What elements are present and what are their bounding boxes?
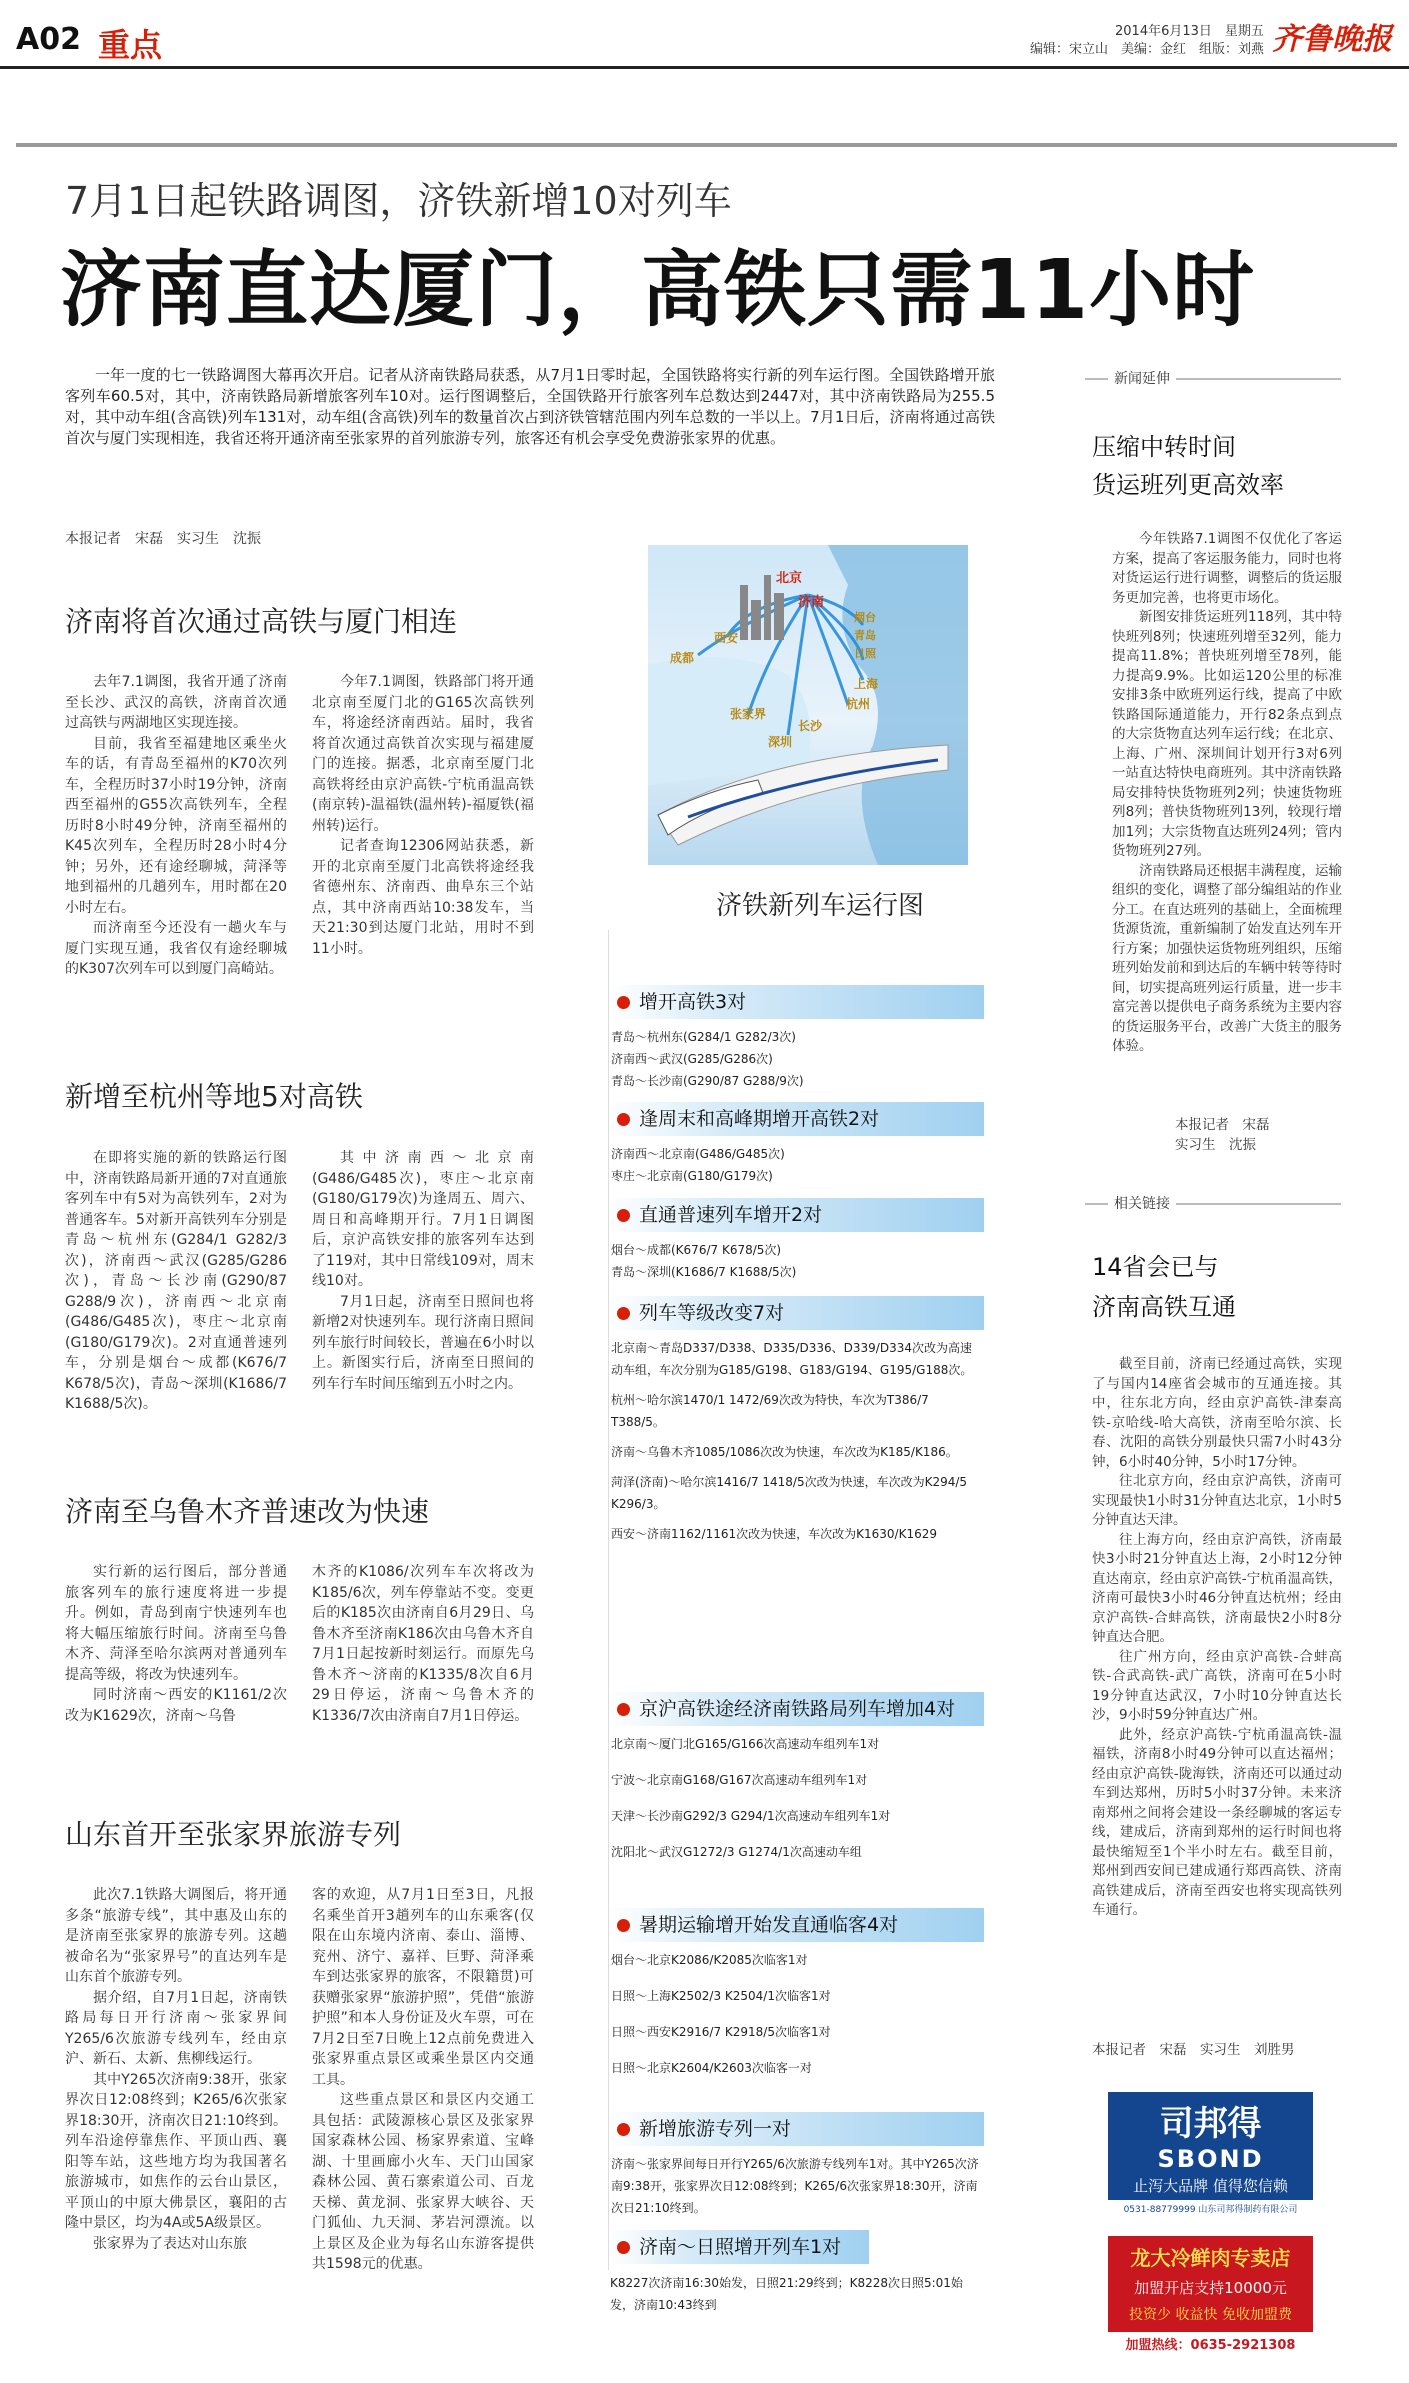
sidebar2-title-line1: 14省会已与	[1092, 1253, 1219, 1281]
ad2-line2: 投资少 收益快 免收加盟费	[1129, 2307, 1292, 2323]
block-heading-7: 新增旅游专列一对	[609, 2112, 984, 2146]
city-label-qingdao: 青岛	[854, 629, 876, 642]
city-label-beijing: 北京	[776, 571, 803, 586]
block-lines-3: 烟台～成都(K676/7 K678/5次) 青岛～深圳(K1686/7 K1688/5次)	[611, 1243, 797, 1279]
rail-map-illustration	[648, 545, 968, 865]
city-label-chengdu: 成都	[670, 651, 695, 665]
section1-col1: 去年7.1调图，我省开通了济南至长沙、武汉的高铁，济南首次通过高铁与两湖地区实现连接。 目前，我省至福建地区乘坐火车的话，有青岛至福州的K70次列车，全程历时37小时19分钟，济南西至福州的G55次高铁列车，全程历时8小时49分钟，济南至福州的K45次列车，全程历时28小时4分钟；另外，还有途经聊城，菏泽等地到福州的几趟列车，用时都在20小时左右。 而济南至今还没有一趟火车与厦门实现互通，我省仅有途经聊城的K307次列车可以到厦门高崎站。	[65, 674, 287, 977]
section2-col2: 其中济南西～北京南(G486/G485次)，枣庄～北京南(G180/G179次)为逢周五、周六、周日和高峰期开行。7月1日调图后，京沪高铁安排的旅客列车达到了119对，其中日常线109对，周末线10对。 7月1日起，济南至日照间也将新增2对快速列车。现行济南日照间列车旅行时间较长，普遍在6小时以上。新图实行后，济南至日照间的列车行车时间压缩到五小时之内。	[312, 1150, 534, 1392]
city-label-yantai: 烟台	[854, 611, 876, 624]
ad-sbond[interactable]	[1108, 2092, 1313, 2215]
top-gray-bar	[16, 143, 1397, 147]
block-heading-4: 列车等级改变7对	[609, 1296, 984, 1330]
intro-paragraph: 一年一度的七一铁路调图大幕再次开启。记者从济南铁路局获悉，从7月1日零时起，全国铁路将实行新的列车运行图。全国铁路增开旅客列车60.5对，其中，济南铁路局新增旅客列车10对。运行图调整后，全国铁路开行旅客列车总数达到2447对，其中济南铁路局为255.5对，其中动车组(含高铁)列车131对，动车组(含高铁)列车的数量首次占到济铁管辖范围内列车总数的一半以上。7月1日后，济南将通过高铁首次与厦门实现相连，我省还将开通济南至张家界的首列旅游专列，旅客还有机会享受免费游张家界的优惠。	[65, 366, 995, 447]
section1-col2: 今年7.1调图，铁路部门将开通北京南至厦门北的G165次高铁列车，将途经济南西站。届时，我省将首次通过高铁首次实现与福建厦门的连接。据悉，北京南至厦门北高铁将经由京沪高铁-宁杭甬温高铁(南京转)-温福铁(温州转)-福厦铁(福州转)运行。 记者查询12306网站获悉，新开的北京南至厦门北高铁将途经我省德州东、济南西、曲阜东三个站点，其中济南西站10:38发车，当天21:30到达厦门北站，用时不到11小时。	[312, 674, 534, 957]
section4-col2: 客的欢迎，从7月1日至3日，凡报名乘坐首开3趟列车的山东乘客(仅限在山东境内济南、泰山、淄博、兖州、济宁、嘉祥、巨野、菏泽乘车到达张家界的旅客，不限籍贯)可获赠张家界“旅游护照”，凭借“旅游护照”和本人身份证及火车票，可在7月2日至7日晚上12点前免费进入张家界重点景区或乘坐景区内交通工具。 这些重点景区和景区内交通工具包括：武陵源核心景区及张家界国家森林公园、杨家界索道、宝峰湖、十里画廊小火车、天门山国家森林公园、黄石寨索道公司、百龙天梯、黄龙洞、张家界大峡谷、天门狐仙、九天洞、茅岩河漂流。以上景区及企业为每名山东游客提供共1598元的优惠。	[312, 1887, 534, 2272]
article-byline: 本报记者 宋磊 实习生 沈振	[65, 531, 261, 547]
main-headline: 济南直达厦门，高铁只需11小时	[60, 243, 1256, 338]
section-title-hangzhou: 新增至杭州等地5对高铁	[65, 1080, 363, 1113]
block-heading-2: 逢周末和高峰期增开高铁2对	[609, 1102, 984, 1136]
block-heading-1: 增开高铁3对	[609, 985, 984, 1019]
ad1-phone: 0531-88779999 山东司邦得制药有限公司	[1108, 2200, 1313, 2217]
sidebar2-label: 相关链接	[1108, 1193, 1176, 1213]
map-title: 济铁新列车运行图	[715, 891, 924, 921]
city-label-changsha: 长沙	[798, 719, 823, 733]
sidebar1-title-line2: 货运班列更高效率	[1092, 471, 1284, 499]
section-title-urumqi: 济南至乌鲁木齐普速改为快速	[65, 1495, 430, 1528]
city-label-rizhao: 日照	[854, 647, 876, 660]
ad1-slogan: 止泻大品牌 值得您信赖	[1133, 2177, 1288, 2195]
section2-col1: 在即将实施的新的铁路运行图中，济南铁路局新开通的7对直通旅客列车中有5对为高铁列车，2对为普通客车。5对新开高铁列车分别是青岛～杭州东(G284/1 G282/3次)，济南西～武汉(G285/G286次)，青岛～长沙南(G290/87 G288/9次)，济南西～北京南(G486/G485次)，枣庄～北京南(G180/G179次)。2对直通普速列车，分别是烟台～成都(K676/7 K678/5次)，青岛～深圳(K1686/7 K1688/5次)。	[65, 1150, 287, 1412]
ad-longda[interactable]	[1108, 2236, 1313, 2354]
kicker-title: 7月1日起铁路调图，济铁新增10对列车	[65, 179, 732, 223]
ad2-title: 龙大冷鲜肉专卖店	[1130, 2246, 1291, 2270]
block-lines-8: K8227次济南16:30始发，日照21:29终到；K8228次日照5:01始发，济南10:43终到	[610, 2276, 963, 2312]
block-heading-6: 暑期运输增开始发直通临客4对	[609, 1908, 984, 1942]
block-lines-1: 青岛～杭州东(G284/1 G282/3次) 济南西～武汉(G285/G286次) 青岛～长沙南(G290/87 G288/9次)	[611, 1030, 804, 1088]
city-label-zhangjiajie: 张家界	[730, 707, 767, 721]
city-label-xian: 西安	[714, 631, 739, 645]
section3-col1: 实行新的运行图后，部分普通旅客列车的旅行速度将进一步提升。例如，青岛到南宁快速列车也将大幅压缩旅行时间。济南至乌鲁木齐、菏泽至哈尔滨两对普通列车提高等级，将改为快速列车。 同时济南～西安的K1161/2次改为K1629次，济南～乌鲁	[65, 1564, 287, 1724]
sidebar2-title-line2: 济南高铁互通	[1092, 1293, 1236, 1321]
section-title-xiamen: 济南将首次通过高铁与厦门相连	[65, 605, 458, 638]
ad2-line1: 加盟开店支持10000元	[1134, 2279, 1287, 2297]
issue-date: 2014年6月13日 星期五	[1115, 24, 1264, 39]
sidebar2-body: 截至目前，济南已经通过高铁，实现了与国内14座省会城市的互通连接。其中，往东北方向，经由京沪高铁-津秦高铁-京哈线-哈大高铁，济南至哈尔滨、长春、沈阳的高铁分别最快只需7小时43分钟，6小时40分钟，5小时17分钟。 往北京方向，经由京沪高铁，济南可实现最快1小时31分钟直达北京，1小时5分钟直达天津。 往上海方向，经由京沪高铁，济南最快3小时21分钟直达上海，2小时12分钟直达南京，经由京沪高铁-宁杭甬温高铁，济南可最快3小时46分钟直达杭州；经由京沪高铁-合蚌高铁，济南最快2小时8分钟直达合肥。 往广州方向，经由京沪高铁-合蚌高铁-合武高铁-武广高铁，济南可在5小时19分钟直达武汉，7小时10分钟直达长沙，9小时59分钟直达广州。 此外，经京沪高铁-宁杭甬温高铁-温福铁，济南8小时49分钟可以直达福州；经由京沪高铁-陇海铁，济南还可以通过动车到达郑州，历时5小时37分钟。未来济南郑州之间将会建设一条经聊城的客运专线，建成后，济南到郑州的运行时间也将最快缩短至1个半小时左右。截至目前，郑州到西安间已建成通行郑西高铁、济南高铁建成后，济南至西安也将实现高铁列车通行。	[1092, 1356, 1342, 1918]
sidebar1-label: 新闻延伸	[1108, 368, 1176, 388]
block-lines-2: 济南西～北京南(G486/G485次) 枣庄～北京南(G180/G179次)	[611, 1147, 785, 1183]
section-title-zhangjiajie: 山东首开至张家界旅游专列	[65, 1818, 402, 1851]
schedule-panel	[608, 930, 983, 2270]
block-heading-8: 济南～日照增开列车1对	[609, 2230, 869, 2264]
sidebar2-byline: 本报记者 宋磊 实习生 刘胜男	[1092, 2042, 1295, 2058]
city-label-jinan: 济南	[798, 595, 825, 610]
page-number: A02	[16, 22, 81, 57]
city-label-shenzhen: 深圳	[768, 735, 793, 749]
city-label-hangzhou: 杭州	[846, 697, 871, 711]
block-lines-4: 北京南～青岛D337/D338、D335/D336、D339/D334次改为高速动车组，车次分别为G185/G198、G183/G194、G195/G188次。 杭州～哈尔滨1470/1 1472/69次改为特快，车次为T386/7 T388/5。 济南～乌鲁木齐1085/1086次改为快速，车次改为K185/K186。 菏泽(济南)～哈尔滨1416/7 1418/5次改为快速，车次改为K294/5 K296/3。 西安～济南1162/1161次改为快速，车次改为K1630/K1629	[611, 1341, 973, 1541]
city-label-shanghai: 上海	[854, 677, 879, 691]
block-heading-5: 京沪高铁途经济南铁路局列车增加4对	[609, 1692, 984, 1726]
sidebar1-body: 今年铁路7.1调图不仅优化了客运方案，提高了客运服务能力，同时也将对货运运行进行调整，调整后的货运服务更加完善，也将更市场化。 新图安排货运班列118列，其中特快班列8列；快速班列增至32列，能力提高11.8%；普快班列增至78列，能力提高9.9%。比如运120公里的标准安排3条中欧班列运行线，提高了中欧铁路国际通道能力，开行82条点到点的大宗货物直达列车运行线；在北京、上海、广州、深圳间计划开行3对6列一站直达特快电商班列。其中济南铁路局安排特快货物班列2列；快速货物班列8列；普快货物班列13列，较现行增加1列；大宗货物直达班列24列；管内货物班列27列。 济南铁路局还根据丰满程度，运输组织的变化，调整了部分编组站的作业分工。在直达班列的基础上，全面梳理货源货流，重新编制了始发直达列车开行方案；加强快运货物班列组织，压缩班列始发前和到达后的车辆中转等待时间，切实提高班列运行质量，进一步丰富完善以提供电子商务系统为主要内容的货运服务平台，改善广大货主的服务体验。	[1112, 531, 1342, 1054]
editor-credits: 编辑：宋立山 美编：金红 组版：刘燕	[1030, 42, 1265, 57]
section-name: 重点	[98, 26, 163, 64]
sidebar1-title-line1: 压缩中转时间	[1092, 433, 1236, 461]
ad2-hotline: 加盟热线：0635-2921308	[1108, 2332, 1313, 2355]
section4-col1: 此次7.1铁路大调图后，将开通多条“旅游专线”，其中惠及山东的是济南至张家界的旅游专列。这趟被命名为“张家界号”的直达列车是山东首个旅游专列。 据介绍，自7月1日起，济南铁路局每日开行济南～张家界间Y265/6次旅游专线列车，经由京沪、新石、太新、焦柳线运行。 其中Y265次济南9:38开，张家界次日12:08终到；K265/6次张家界18:30开，济南次日21:10终到。列车沿途停靠焦作、平顶山西、襄阳等车站，这些地方均为我国著名旅游城市，如焦作的云台山景区，平顶山的中原大佛景区，襄阳的古隆中景区，均为4A或5A级景区。 张家界为了表达对山东旅	[65, 1887, 287, 2252]
ad1-brand-en: SBOND	[1157, 2145, 1264, 2173]
block-lines-5: 北京南～厦门北G165/G166次高速动车组列车1对 宁波～北京南G168/G167次高速动车组列车1对 天津～长沙南G292/3 G294/1次高速动车组列车1对 沈阳北～武汉G1272/3 G1274/1次高速动车组	[611, 1737, 891, 1859]
section3-col2: 木齐的K1086/次列车车次将改为K185/6次，列车停靠站不变。变更后的K185次由济南自6月29日、乌鲁木齐至济南K186次由乌鲁木齐自7月1日起按新时刻运行。而原先乌鲁木齐～济南的K1335/8次自6月29日停运，济南～乌鲁木齐的K1336/7次由济南自7月1日停运。	[312, 1564, 534, 1724]
header-rule	[0, 66, 1409, 69]
block-heading-3: 直通普速列车增开2对	[609, 1198, 984, 1232]
ad1-brand: 司邦得	[1159, 2104, 1262, 2144]
newspaper-logo: 齐鲁晚报	[1272, 22, 1392, 57]
block-lines-7: 济南～张家界间每日开行Y265/6次旅游专线列车1对。其中Y265次济南9:38开，张家界次日12:08终到；K265/6次张家界18:30开，济南次日21:10终到。	[611, 2157, 979, 2215]
block-lines-6: 烟台～北京K2086/K2085次临客1对 日照～上海K2502/3 K2504/1次临客1对 日照～西安K2916/7 K2918/5次临客1对 日照～北京K2604/K2603次临客一对	[611, 1953, 831, 2075]
sidebar1-byline: 本报记者 宋磊 实习生 沈振	[1175, 1117, 1270, 1153]
